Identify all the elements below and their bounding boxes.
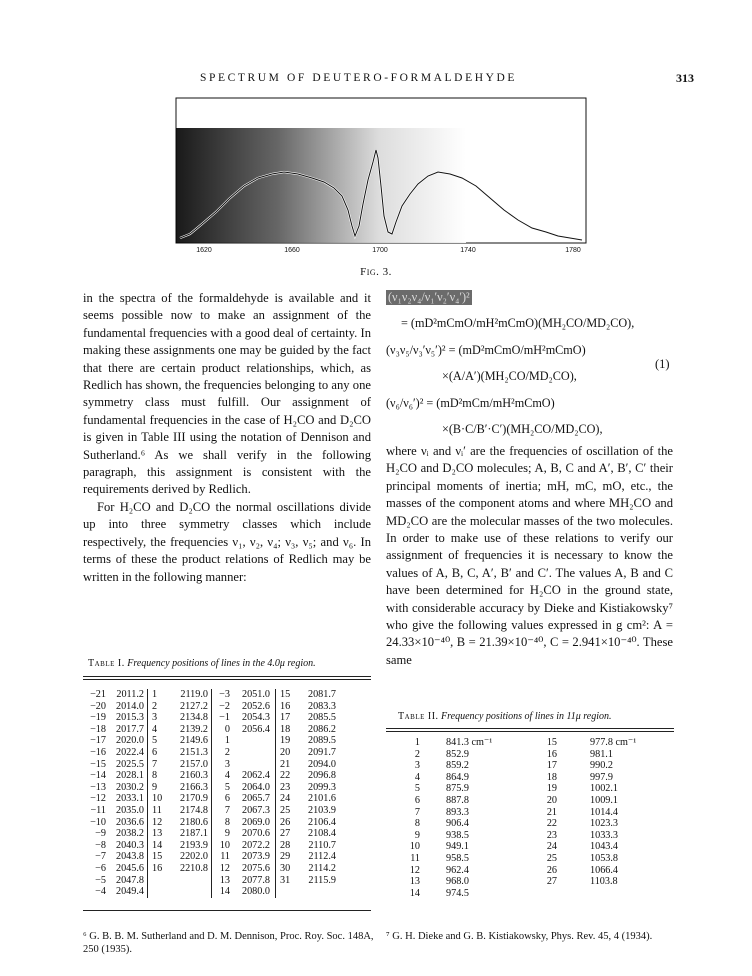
table-row-value: 841.3 cm⁻¹ [446,737,493,748]
table-row-value: 893.3 [446,806,469,818]
table-row-value: 1066.4 [590,864,619,876]
table-row-index: 9 [414,829,420,841]
table-1-divider [275,689,276,898]
table-row-value: 2014.0 [115,700,144,712]
table-row-value: 2166.3 [179,781,208,793]
table-row-value: 2015.3 [115,712,144,724]
table-row-index: 5 [152,735,158,747]
table-row-value: 2108.4 [307,828,336,840]
table-row-value: 2062.4 [241,770,270,782]
footnote-6: ⁶ G. B. B. M. Sutherland and D. M. Dennison, Proc. Roy. Soc. 148A, 250 (1935). [83,931,374,955]
spectrum-plot [118,94,594,268]
table-row-index: 8 [152,770,158,782]
table-row-index: 16 [152,862,163,874]
table-row-index: 8 [224,816,230,828]
table-row-value: 2089.5 [307,735,336,747]
table-row-index: 4 [152,723,158,735]
table-row-index: 25 [546,852,557,864]
table-row-index: 3 [152,712,158,724]
table-row-index: 23 [546,829,557,841]
table-row-value: 997.9 [590,771,613,783]
table-row-index: −21 [90,689,106,700]
table-1-value-column [234,689,270,898]
table-row-index: 17 [546,760,557,772]
table-row-index: 12 [409,864,420,876]
table-row-value: 2036.6 [115,816,144,828]
table-row-index: 21 [546,806,557,818]
table-row-value: 2020.0 [115,735,144,747]
table-row-index: 5 [224,781,230,793]
running-title: SPECTRUM OF DEUTERO-FORMALDEHYDE [200,72,518,84]
table-row-value: 2067.3 [241,804,270,816]
table-2-value-column [590,737,670,888]
table-row-value: 2139.2 [179,723,208,735]
table-row-value: 1033.3 [590,829,619,841]
table-row-value: 2119.0 [180,689,208,700]
table-row-index: 3 [414,760,420,772]
table-row-index: 12 [219,862,230,874]
table-1-value-column [300,689,336,886]
x-tick-1700: 1700 [372,247,388,254]
table-row-index: −16 [90,746,106,758]
table-row-index: 25 [280,804,291,816]
table-row-index: 6 [152,746,158,758]
table-row-index: 11 [152,804,162,816]
table-row-value: 2099.3 [307,781,336,793]
table-row-index: 19 [546,783,557,795]
table-row-index: 18 [280,723,291,735]
table-row-value: 2157.0 [179,758,208,770]
table-row-value: 887.8 [446,794,469,806]
table-row-value: 1009.1 [590,794,619,806]
table-row-value: 2011.2 [116,689,144,700]
table-row-index: 7 [414,806,420,818]
table-row-value: 2101.6 [307,793,336,805]
paragraph-assignment: in the spectra of the formaldehyde is available and it seems possible now to make an assignment of the fundamental frequencies with a good deal of certainty. In making these assignments one may be guided by the fact that there are certain product relationships, which, as Redlich has shown, the frequencies belonging to any one symmetry class must fulfill. Our assignment of fundamental frequencies in the case of H₂CO and D₂CO is given in Table III using the notation of Dennison and Sutherland.⁶ As we shall verify in the following paragraph, this assignment is consistent with the requirements derived by Redlich. [83,291,371,497]
table-1-divider [147,689,148,898]
table-row-value: 2045.6 [115,862,144,874]
footnote-7: ⁷ G. H. Dieke and G. B. Kistiakowsky, Phys. Rev. 45, 4 (1934). [386,931,653,942]
table-row-index: 5 [414,783,420,795]
table-row-index: 0 [224,723,230,735]
table-1-index-column [152,689,166,875]
table-row-index: −13 [90,781,106,793]
table-row-index: 11 [220,851,230,863]
table-row-value: 2040.3 [115,839,144,851]
table-row-index: 19 [280,735,291,747]
table-row-value: 2127.2 [179,700,208,712]
table-row-index: 26 [280,816,291,828]
table-row-index: 22 [280,770,291,782]
table-row-index: 10 [409,841,420,853]
table-row-index: 2 [224,746,230,758]
table-row-value: 2115.9 [308,874,336,886]
table-row-value: 2035.0 [115,804,144,816]
table-row-index: 12 [152,816,163,828]
equation-line-2: = (mD²mCmO/mH²mCmO)(MH₂CO/MD₂CO), [401,316,635,330]
table-row-value: 2028.1 [115,770,144,782]
table-row-value: 962.4 [446,864,469,876]
table-row-value: 2112.4 [308,851,336,863]
table-row-index: 26 [546,864,557,876]
equation-number: (1) [655,357,670,371]
table-row-index: −14 [90,770,106,782]
table-row-value: 2080.0 [241,886,270,898]
table-row-value: 2081.7 [307,689,336,700]
table-row-index: 4 [414,771,420,783]
table-row-index: 20 [280,746,291,758]
table-1-index-column [84,689,106,898]
table-row-value [234,759,270,771]
x-tick-1740: 1740 [460,247,476,254]
table-row-value: 2022.4 [115,746,144,758]
table-1-rule-top2 [83,679,371,680]
table-1-rule-top [83,676,371,677]
x-tick-1620: 1620 [196,247,212,254]
table-row-value: 2049.4 [115,886,144,898]
table-row-value: 2047.8 [115,874,144,886]
table-row-value: 2054.3 [241,712,270,724]
table-row-index: −11 [90,804,106,816]
table-2-rule-top [386,728,674,729]
table-1-index-column [214,689,230,898]
table-2-index-column [535,737,557,888]
table-row-value: 1043.4 [590,841,619,853]
table-2-label: Table II. [398,711,439,722]
table-row-value: 2056.4 [241,723,270,735]
table-row-value: 2151.3 [179,746,208,758]
table-row-index: 21 [280,758,291,770]
table-row-value: 981.1 [590,748,613,760]
table-row-value: 2033.1 [115,793,144,805]
table-row-value: 2077.8 [241,874,270,886]
table-row-index: 15 [280,689,291,700]
table-1-divider [211,689,212,898]
table-row-index: 30 [280,862,291,874]
table-row-index: −18 [90,723,106,735]
table-row-value: 2096.8 [307,770,336,782]
table-row-value: 864.9 [446,771,469,783]
table-row-value: 968.0 [446,876,469,888]
table-row-index: 9 [224,828,230,840]
table-row-value: 2025.5 [115,758,144,770]
table-row-value: 2038.2 [115,828,144,840]
table-row-index: 22 [546,818,557,830]
table-1-label: Table I. [88,658,125,669]
table-row-index: 9 [152,781,158,793]
table-row-index: 2 [152,700,158,712]
x-tick-1780: 1780 [565,247,581,254]
table-2-value-column [446,737,526,899]
table-row-value: 2069.0 [241,816,270,828]
table-row-index: 17 [280,712,291,724]
table-row-index: −9 [95,828,106,840]
table-row-value: 906.4 [446,818,469,830]
table-row-value: 2202.0 [179,851,208,863]
table-row-value: 977.8 cm⁻¹ [590,737,637,748]
y-tick-40: 40 [167,166,175,173]
table-row-index: −8 [95,839,106,851]
table-row-value: 2193.9 [179,839,208,851]
table-row-value: 1002.1 [590,783,619,795]
table-row-index: 14 [219,886,230,898]
y-tick-60: 60 [167,129,175,136]
table-row-index: 16 [546,748,557,760]
table-row-value: 2086.2 [307,723,336,735]
table-row-index: −6 [95,862,106,874]
page-number: 313 [676,71,694,85]
table-row-index: 13 [152,828,163,840]
equation-line-3: (ν₃ν₅/ν₃′ν₅′)² = (mD²mCmO/mH²mCmO) [386,343,586,357]
table-row-value: 949.1 [446,841,469,853]
table-row-value: 859.2 [446,760,469,772]
table-row-value: 2065.7 [241,793,270,805]
table-row-index: 13 [219,874,230,886]
table-row-index: −15 [90,758,106,770]
table-2-title: Frequency positions of lines in 11μ region. [441,711,612,722]
table-row-index: −4 [95,886,106,898]
table-2-index-column [400,737,420,899]
table-row-value: 958.5 [446,852,469,864]
table-row-index: 4 [224,770,230,782]
table-row-index: 10 [219,839,230,851]
table-row-index: 31 [280,874,291,886]
x-tick-1660: 1660 [284,247,300,254]
table-row-index: 6 [414,794,420,806]
table-row-value: 1023.3 [590,818,619,830]
table-row-index: 7 [152,758,158,770]
table-row-index: 14 [409,887,420,899]
table-row-value: 2134.8 [179,712,208,724]
table-row-value: 2064.0 [241,781,270,793]
table-row-value: 938.5 [446,829,469,841]
table-row-index: −5 [95,874,106,886]
figure-3 [118,94,594,268]
table-row-value: 2073.9 [241,851,270,863]
table-row-index: 2 [414,748,420,760]
table-row-index: −17 [90,735,106,747]
table-1-value-column [108,689,144,898]
table-row-index: 16 [280,700,291,712]
table-2-rule-top2 [386,731,674,732]
table-row-index: −1 [219,712,230,724]
table-row-value: 2106.4 [307,816,336,828]
figure-caption: Fig. 3. [360,266,392,278]
table-row-index: 3 [224,758,230,770]
table-row-index: 7 [224,804,230,816]
table-row-value: 1014.4 [590,806,619,818]
table-row-value: 2149.6 [179,735,208,747]
table-row-index: 13 [409,876,420,888]
table-row-value: 1053.8 [590,852,619,864]
table-row-value: 2051.0 [241,689,270,700]
table-row-value: 990.2 [590,760,613,772]
table-row-index: 23 [280,781,291,793]
table-row-value: 852.9 [446,748,469,760]
table-row-value: 2083.3 [307,700,336,712]
table-row-index: 15 [546,737,557,748]
table-row-value: 974.5 [446,887,469,899]
equation-line-6: ×(B·C/B′·C′)(MH₂CO/MD₂CO), [442,422,603,436]
table-row-value: 2052.6 [241,700,270,712]
table-row-index: 29 [280,851,291,863]
equation-line-4: ×(A/A′)(MH₂CO/MD₂CO), [442,369,577,383]
table-row-index: 8 [414,818,420,830]
table-row-index: 28 [280,839,291,851]
table-row-value: 2017.7 [115,723,144,735]
table-row-index: 24 [546,841,557,853]
table-row-value: 2075.6 [241,862,270,874]
table-row-index: 6 [224,793,230,805]
table-row-value: 2210.8 [179,862,208,874]
table-1-title: Frequency positions of lines in the 4.0μ region. [127,658,316,669]
table-row-index: −19 [90,712,106,724]
table-row-index: −12 [90,793,106,805]
table-row-value: 2114.2 [308,862,336,874]
table-row-value: 2091.7 [307,746,336,758]
table-row-index: −2 [219,700,230,712]
table-row-value: 2180.6 [179,816,208,828]
table-row-index: 24 [280,793,291,805]
table-row-index: 1 [414,737,420,748]
table-row-value: 2094.0 [307,758,336,770]
table-row-value: 2030.2 [115,781,144,793]
paragraph-symmetry-classes: For H₂CO and D₂CO the normal oscillations divide up into three symmetry classes which include respectively, the frequencies ν₁, ν₂, ν₄; ν₃, ν₅; and ν₆. In terms of these the product relations of Redlich may be written in the following manner: [83,499,371,584]
table-row-value: 2070.6 [241,828,270,840]
table-row-value: 2085.5 [307,712,336,724]
table-row-value: 2110.7 [308,839,336,851]
right-column-paragraph: where νᵢ and νᵢ′ are the frequencies of oscillation of the H₂CO and D₂CO molecules; A, B, C and A′, B′, C′ their principal moments of inertia; mH, mC, mO, etc., the masses of the component atoms and where MH₂CO and MD₂CO are the molecular masses of the two molecules. In order to make use of these relations to verify our assignment of frequencies it is necessary to know the values of A, B, C, A′, B′ and C′. The values A, B and C have been determined for H₂CO in the ground state, with considerable accuracy by Dieke and Kistiakowsky⁷ who give the following values expressed in g cm²: A = 24.33×10⁻⁴⁰, B = 21.39×10⁻⁴⁰, C = 2.941×10⁻⁴⁰. These same [386,444,673,667]
table-row-index: 11 [410,852,420,864]
table-row-index: 18 [546,771,557,783]
table-row-index: −7 [95,851,106,863]
table-row-value: 2174.8 [179,804,208,816]
table-row-index: 20 [546,794,557,806]
equation-line-5: (ν₆/ν₆′)² = (mD²mCm/mH²mCmO) [386,396,555,410]
table-row-value [234,735,270,747]
table-row-value [234,747,270,759]
table-row-index: −3 [219,689,230,700]
table-row-value: 875.9 [446,783,469,795]
table-row-index: 27 [280,828,291,840]
table-row-value: 1103.8 [590,876,618,888]
table-row-index: 10 [152,793,163,805]
left-column [83,290,371,586]
table-row-index: 14 [152,839,163,851]
table-1-value-column [172,689,208,875]
table-2-caption [398,711,612,722]
table-1-rule-bottom [83,910,371,911]
table-row-value: 2072.2 [241,839,270,851]
table-row-value: 2160.3 [179,770,208,782]
y-tick-20: 20 [167,203,175,210]
equation-line-1a: (ν₁ν₂ν₄/ν₁′ν₂′ν₄′)² [388,290,470,304]
table-row-index: 1 [152,689,158,700]
table-1-index-column [280,689,294,886]
table-row-index: 27 [546,876,557,888]
table-row-index: −20 [90,700,106,712]
table-row-index: −10 [90,816,106,828]
table-1-caption [88,658,316,669]
table-row-index: 15 [152,851,163,863]
table-row-index: 1 [224,735,230,747]
table-row-value: 2103.9 [307,804,336,816]
table-row-value: 2170.9 [179,793,208,805]
table-row-value: 2043.8 [115,851,144,863]
table-row-value: 2187.1 [179,828,208,840]
